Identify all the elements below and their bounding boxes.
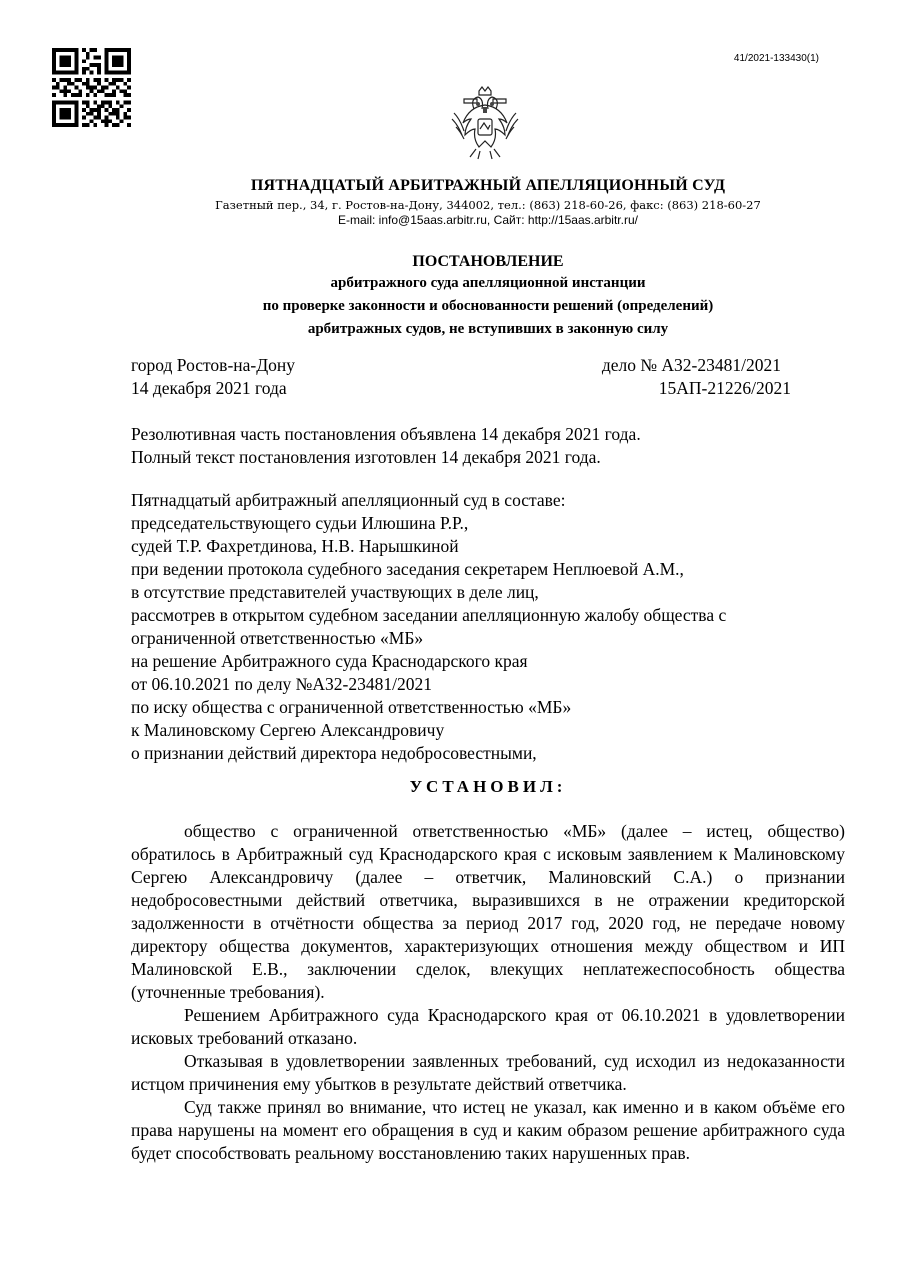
- qr-code: [52, 48, 131, 127]
- meta-row-1: [131, 354, 791, 377]
- coat-of-arms-emblem: [450, 85, 520, 161]
- composition-line: Пятнадцатый арбитражный апелляционный суд в составе:: [131, 490, 566, 510]
- body-paragraph: Решением Арбитражного суда Краснодарского края от 06.10.2021 в удовлетворении исковых требований отказано.: [131, 1005, 845, 1048]
- case-number: дело № А32-23481/2021: [601, 355, 781, 375]
- announcement-line: Полный текст постановления изготовлен 14 декабря 2021 года.: [131, 447, 601, 467]
- announcement-line: Резолютивная часть постановления объявлена 14 декабря 2021 года.: [131, 424, 641, 444]
- title-main: ПОСТАНОВЛЕНИЕ: [412, 253, 564, 270]
- body-paragraph: общество с ограниченной ответственностью «МБ» (далее – истец, общество) обратилось в Арбитражный суд Краснодарского края с исковым заявлением к Малиновскому Сергею Александровичу (далее – ответчик, Малиновский С.А.) о признании недобросовестными действий ответчика, выразившихся в не отражении кредиторской задолженности в отчётности общества за период 2017 год, 2020 год, не передаче новому директору общества документов, характеризующих отношения между обществом и ИП Малиновской Е.В., заключении сделок, влекущих неплатежеспособность общества (уточненные требования).: [131, 821, 845, 1002]
- body-paragraph: Отказывая в удовлетворении заявленных требований, суд исходил из недоказанности истцом причинения ему убытков в результате действий ответчика.: [131, 1051, 845, 1094]
- title-subtitle-1: арбитражного суда апелляционной инстанции: [330, 275, 646, 291]
- composition-line: от 06.10.2021 по делу №А32-23481/2021: [131, 674, 432, 694]
- city: город Ростов-на-Дону: [131, 355, 296, 375]
- composition-line: судей Т.Р. Фахретдинова, Н.В. Нарышкиной: [131, 536, 459, 556]
- decision-date: 14 декабря 2021 года: [131, 378, 287, 398]
- court-contacts: E-mail: info@15aas.arbitr.ru, Сайт: http://15aas.arbitr.ru/: [338, 213, 638, 227]
- established-heading: УСТАНОВИЛ:: [409, 777, 567, 796]
- document-number: 41/2021-133430(1): [733, 53, 819, 64]
- title-subtitle-2: по проверке законности и обоснованности решений (определений): [262, 298, 714, 314]
- composition-line: к Малиновскому Сергею Александровичу: [131, 720, 445, 740]
- composition-line: по иску общества с ограниченной ответственностью «МБ»: [131, 697, 572, 717]
- composition-line: при ведении протокола судебного заседания секретарем Неплюевой А.М.,: [131, 559, 684, 579]
- appeal-number: 15АП-21226/2021: [658, 378, 791, 398]
- composition-line: в отсутствие представителей участвующих в деле лиц,: [131, 582, 539, 602]
- title-subtitle-3: арбитражных судов, не вступивших в законную силу: [307, 321, 669, 337]
- meta-row-2: [131, 377, 791, 400]
- document-title: [0, 252, 909, 341]
- composition-line: рассмотрев в открытом судебном заседании апелляционную жалобу общества с: [131, 605, 727, 625]
- composition-line: о признании действий директора недобросовестными,: [131, 743, 537, 763]
- composition-block: [131, 489, 851, 765]
- court-address: Газетный пер., 34, г. Ростов-на-Дону, 344002, тел.: (863) 218-60-26, факс: (863) 218-60-27: [215, 198, 761, 212]
- announcement-block: [131, 423, 851, 469]
- court-header: [0, 177, 909, 227]
- composition-line: на решение Арбитражного суда Краснодарского края: [131, 651, 528, 671]
- body-paragraph: Суд также принял во внимание, что истец не указал, как именно и в каком объёме его права нарушены на момент его обращения в суд и каким образом решение арбитражного суда будет способствовать реальному восстановлению таких нарушенных прав.: [131, 1097, 845, 1163]
- composition-line: ограниченной ответственностью «МБ»: [131, 628, 424, 648]
- body-text: [131, 820, 845, 1165]
- composition-line: председательствующего судьи Илюшина Р.Р.,: [131, 513, 469, 533]
- court-name: ПЯТНАДЦАТЫЙ АРБИТРАЖНЫЙ АПЕЛЛЯЦИОННЫЙ СУД: [250, 177, 726, 194]
